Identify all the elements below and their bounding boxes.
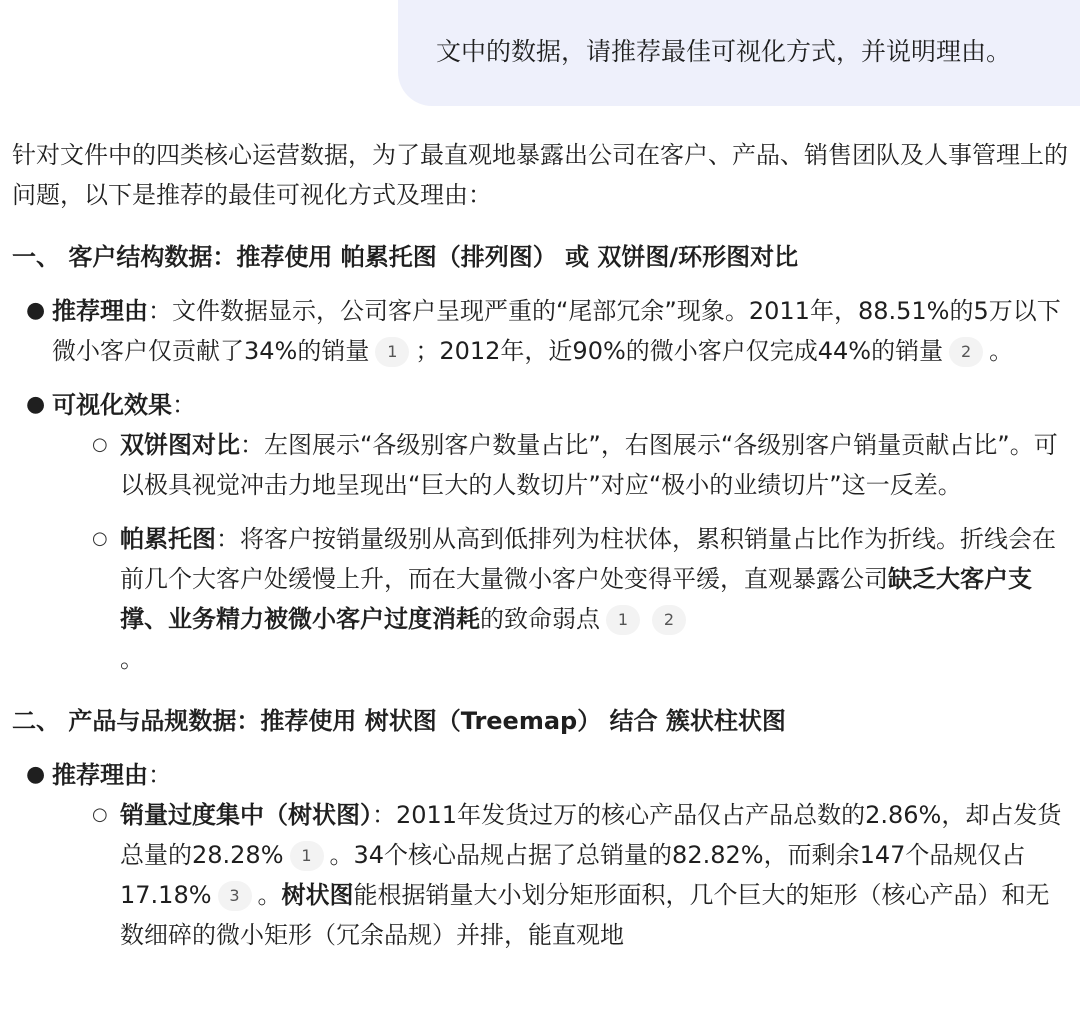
bullet-icon: ●: [26, 298, 46, 323]
pareto-text: ：将客户按销量级别从高到低排列为柱状体，累积销量占比作为折线。折线会在前几个大客户处缓慢上升，而在大量微小客户处变得平缓，直观暴露公司: [120, 525, 1056, 593]
citation-chip[interactable]: 1: [606, 605, 640, 635]
pie-chart-subitem: [12, 425, 1072, 505]
citation-chip[interactable]: 1: [375, 337, 409, 367]
section-1-heading: 一、 客户结构数据：推荐使用 帕累托图（排列图） 或 双饼图/环形图对比: [12, 243, 799, 271]
hollow-bullet-icon: ○: [92, 434, 108, 455]
treemap-text: 。: [257, 881, 282, 909]
effect-label: 可视化效果: [52, 391, 172, 419]
citation-chip[interactable]: 1: [290, 841, 324, 871]
treemap-text: ：2011年发货过万的核心产品仅占产品总数的2.86%，却占发货总量的28.28%: [120, 801, 1062, 869]
section-2-reason-item: ● 推荐理由：: [12, 755, 1072, 795]
pie-label: 双饼图对比: [120, 431, 240, 459]
treemap-subitem: [12, 795, 1072, 955]
citation-chip[interactable]: 2: [652, 605, 686, 635]
bullet-icon: ●: [26, 392, 46, 417]
citation-chip[interactable]: 2: [949, 337, 983, 367]
reason-text: ：文件数据显示，公司客户呈现严重的“尾部冗余”现象。2011年，88.51%的5万以下微小客户仅贡献了34%的销量: [52, 297, 1061, 365]
reason-label: 推荐理由: [52, 297, 148, 325]
reason-text: 。: [989, 337, 1014, 365]
pareto-label: 帕累托图: [120, 525, 216, 553]
pareto-bold-text: 缺乏大客户支撑、业务精力被微小客户过度消耗: [120, 565, 1032, 633]
treemap-bold-text: 树状图: [281, 881, 354, 909]
pareto-end: 。: [120, 645, 144, 673]
treemap-text: 。34个核心品规占据了总销量的82.82%，而剩余147个品规仅占17.18%: [120, 841, 1026, 909]
user-message-bubble: [398, 0, 1080, 106]
section-2-heading: 二、 产品与品规数据：推荐使用 树状图（Treemap） 结合 簇状柱状图: [12, 707, 786, 735]
pareto-text: 的致命弱点: [480, 605, 600, 633]
user-message-text: 文中的数据，请推荐最佳可视化方式，并说明理由。: [436, 37, 1012, 66]
intro-paragraph: 针对文件中的四类核心运营数据，为了最直观地暴露出公司在客户、产品、销售团队及人事管理上的问题，以下是推荐的最佳可视化方式及理由：: [12, 141, 1068, 209]
assistant-response: [12, 135, 1072, 955]
citation-chip[interactable]: 3: [218, 881, 252, 911]
treemap-label: 销量过度集中（树状图）: [120, 801, 372, 829]
treemap-text: 能根据销量大小划分矩形面积，几个巨大的矩形（核心产品）和无数细碎的微小矩形（冗余品规）并排，能直观地: [120, 881, 1050, 949]
pareto-subitem: [12, 519, 1072, 679]
reason-text: ；2012年，近90%的微小客户仅完成44%的销量: [415, 337, 944, 365]
section-1-effect-item: ● 可视化效果：: [12, 385, 1072, 425]
bullet-icon: ●: [26, 762, 46, 787]
section-1-reason-item: [12, 291, 1072, 371]
reason-label: 推荐理由: [52, 761, 148, 789]
hollow-bullet-icon: ○: [92, 528, 108, 549]
pie-text: ：左图展示“各级别客户数量占比”，右图展示“各级别客户销量贡献占比”。可以极具视觉冲击力地呈现出“巨大的人数切片”对应“极小的业绩切片”这一反差。: [120, 431, 1058, 499]
hollow-bullet-icon: ○: [92, 804, 108, 825]
